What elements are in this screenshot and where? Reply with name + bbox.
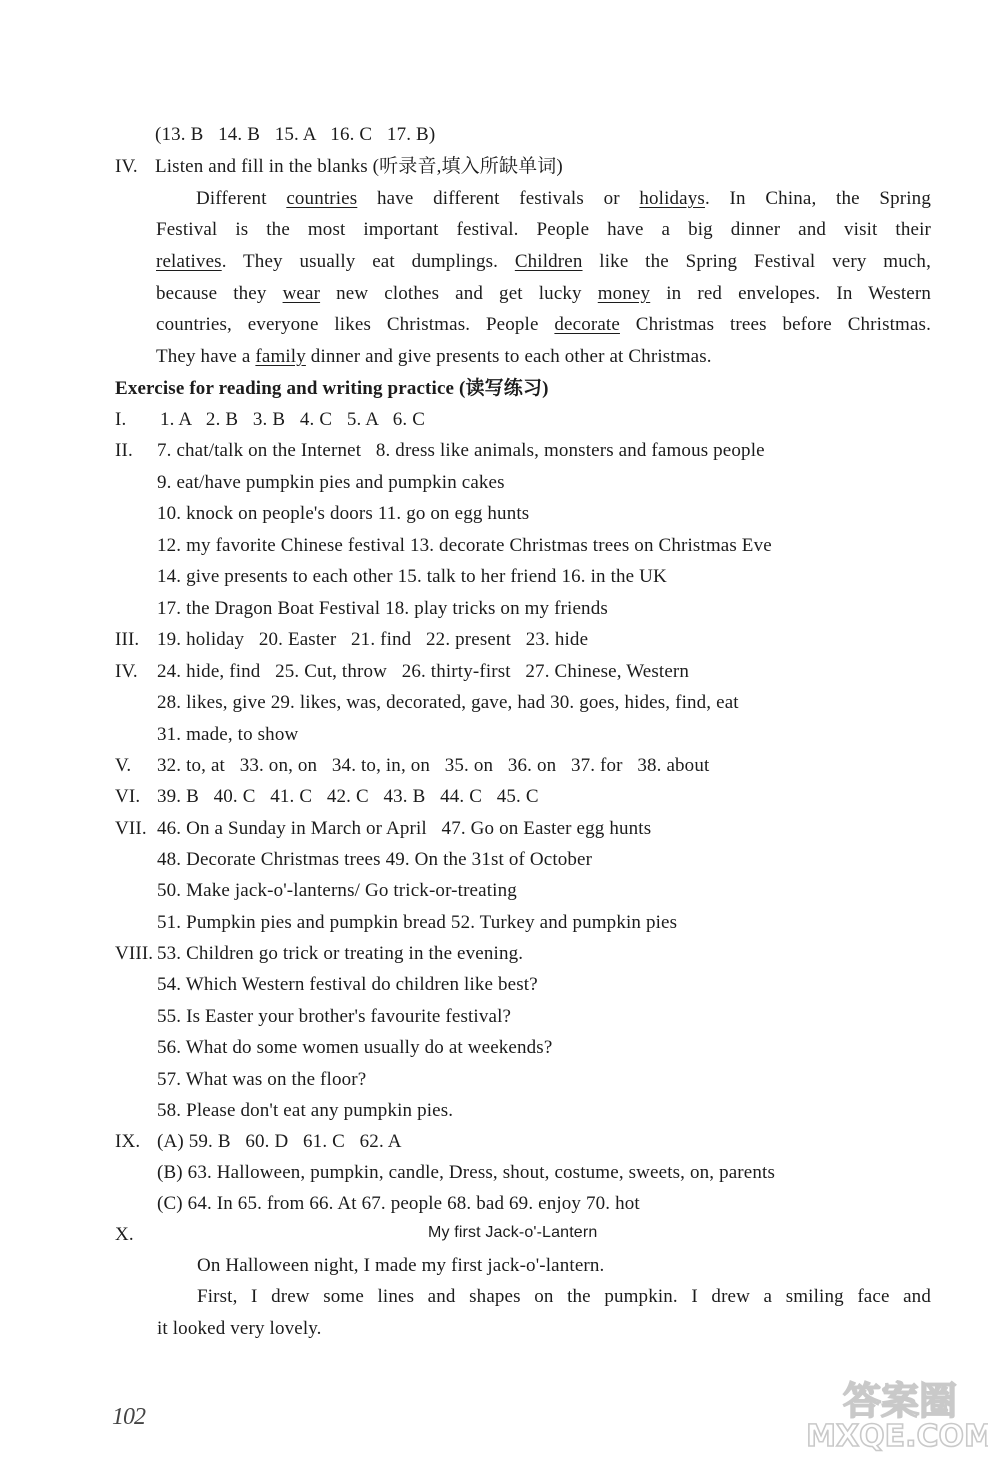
watermark-logo [808,1372,988,1452]
essay-paragraph-2-line-2: it looked very lovely. [157,1318,322,1339]
answer-word: holidays [639,188,705,209]
passage-line-5: countries, everyone likes Christmas. People decorate Christmas trees before Christmas. [156,314,931,335]
answer-line: 50. Make jack-o'-lanterns/ Go trick-or-treating [157,880,517,901]
answer-line: (B) 63. Halloween, pumpkin, candle, Dress, shout, costume, sweets, on, parents [157,1162,775,1183]
answer-section-iv [115,659,689,685]
answer-section-iii [115,627,588,653]
exercise-heading: Exercise for reading and writing practice (读写练习) [115,378,549,399]
answer-section-i [115,407,425,433]
answer-word: countries [286,188,358,209]
watermark-bottom-text: MXQE.COM [808,1419,988,1452]
section-number: II. [115,440,133,461]
section-number: III. [115,629,140,650]
section-iv-header [115,154,563,180]
answer-line: 10. knock on people's doors 11. go on egg hunts [157,503,530,524]
answer-line: 24. hide, find 25. Cut, throw 26. thirty-first 27. Chinese, Western [157,661,690,682]
answer-line: 51. Pumpkin pies and pumpkin bread 52. Turkey and pumpkin pies [157,912,678,933]
essay-paragraph-1: On Halloween night, I made my first jack-o'-lantern. [197,1255,605,1276]
answer-line: 1. A 2. B 3. B 4. C 5. A 6. C [160,409,426,430]
answer-section-vi [115,784,539,810]
answer-line: 32. to, at 33. on, on 34. to, in, on 35. on 36. on 37. for 38. about [157,755,710,776]
answer-line: 12. my favorite Chinese festival 13. decorate Christmas trees on Christmas Eve [157,535,772,556]
section-number: V. [115,755,132,776]
answer-line: 9. eat/have pumpkin pies and pumpkin cakes [157,472,505,493]
answer-line: 48. Decorate Christmas trees 49. On the 31st of October [157,849,593,870]
watermark-graphic [808,1372,988,1452]
section-number: VIII. [115,943,154,964]
answer-line: (C) 64. In 65. from 66. At 67. people 68. bad 69. enjoy 70. hot [157,1193,640,1214]
answer-line: 28. likes, give 29. likes, was, decorated, gave, had 30. goes, hides, find, eat [157,692,739,713]
page-number: 102 [112,1404,145,1430]
answer-line: 14. give presents to each other 15. talk to her friend 16. in the UK [157,566,667,587]
essay-paragraph-2-line-1: First, I drew some lines and shapes on the pumpkin. I drew a smiling face and [197,1286,931,1307]
answer-section-viii [115,941,523,967]
answer-line: 19. holiday 20. Easter 21. find 22. present 23. hide [157,629,589,650]
section-x-number: X. [115,1224,134,1245]
answer-line: 57. What was on the floor? [157,1069,367,1090]
answer-word: decorate [554,314,620,335]
answer-line: 53. Children go trick or treating in the evening. [157,943,524,964]
watermark-top-text: 答案圈 [842,1379,958,1423]
answer-section-v [115,753,709,779]
section-number: VII. [115,818,147,839]
answer-line: 56. What do some women usually do at weekends? [157,1037,553,1058]
section-iii-tail: (13. B 14. B 15. A 16. C 17. B) [155,124,436,145]
answer-line: 55. Is Easter your brother's favourite festival? [157,1006,512,1027]
answer-word: money [597,283,651,304]
answer-word: wear [282,283,321,304]
answer-section-ix [115,1129,402,1155]
section-number: IV. [115,156,138,177]
answer-line: 54. Which Western festival do children like best? [157,974,538,995]
section-number: I. [115,409,127,430]
section-number: IV. [115,661,138,682]
passage-line-6: They have a family dinner and give presents to each other at Christmas. [156,346,712,367]
answer-line: 17. the Dragon Boat Festival 18. play tricks on my friends [157,598,608,619]
passage-line-2: Festival is the most important festival. People have a big dinner and visit their [156,219,931,240]
answer-word: family [255,346,306,367]
answer-line: 58. Please don't eat any pumpkin pies. [157,1100,454,1121]
passage-line-3: relatives. They usually eat dumplings. Children like the Spring Festival very much, [156,251,931,272]
answer-line: (A) 59. B 60. D 61. C 62. A [157,1131,402,1152]
section-number: IX. [115,1131,141,1152]
answer-section-vii [115,816,651,842]
answer-line: 46. On a Sunday in March or April 47. Go on Easter egg hunts [157,818,652,839]
section-title: Listen and fill in the blanks (听录音,填入所缺单词) [155,156,563,177]
answer-word: Children [514,251,583,272]
essay-title: My first Jack-o'-Lantern [428,1224,598,1241]
answer-line: 31. made, to show [157,724,299,745]
passage-line-4: because they wear new clothes and get lucky money in red envelopes. In Western [156,283,931,304]
answer-line: 7. chat/talk on the Internet 8. dress like animals, monsters and famous people [157,440,765,461]
section-number: VI. [115,786,141,807]
passage-line-1: Different countries have different festivals or holidays. In China, the Spring [196,188,931,209]
answer-word: relatives [156,251,222,272]
answer-section-ii [115,438,765,464]
answer-line: 39. B 40. C 41. C 42. C 43. B 44. C 45. C [157,786,539,807]
